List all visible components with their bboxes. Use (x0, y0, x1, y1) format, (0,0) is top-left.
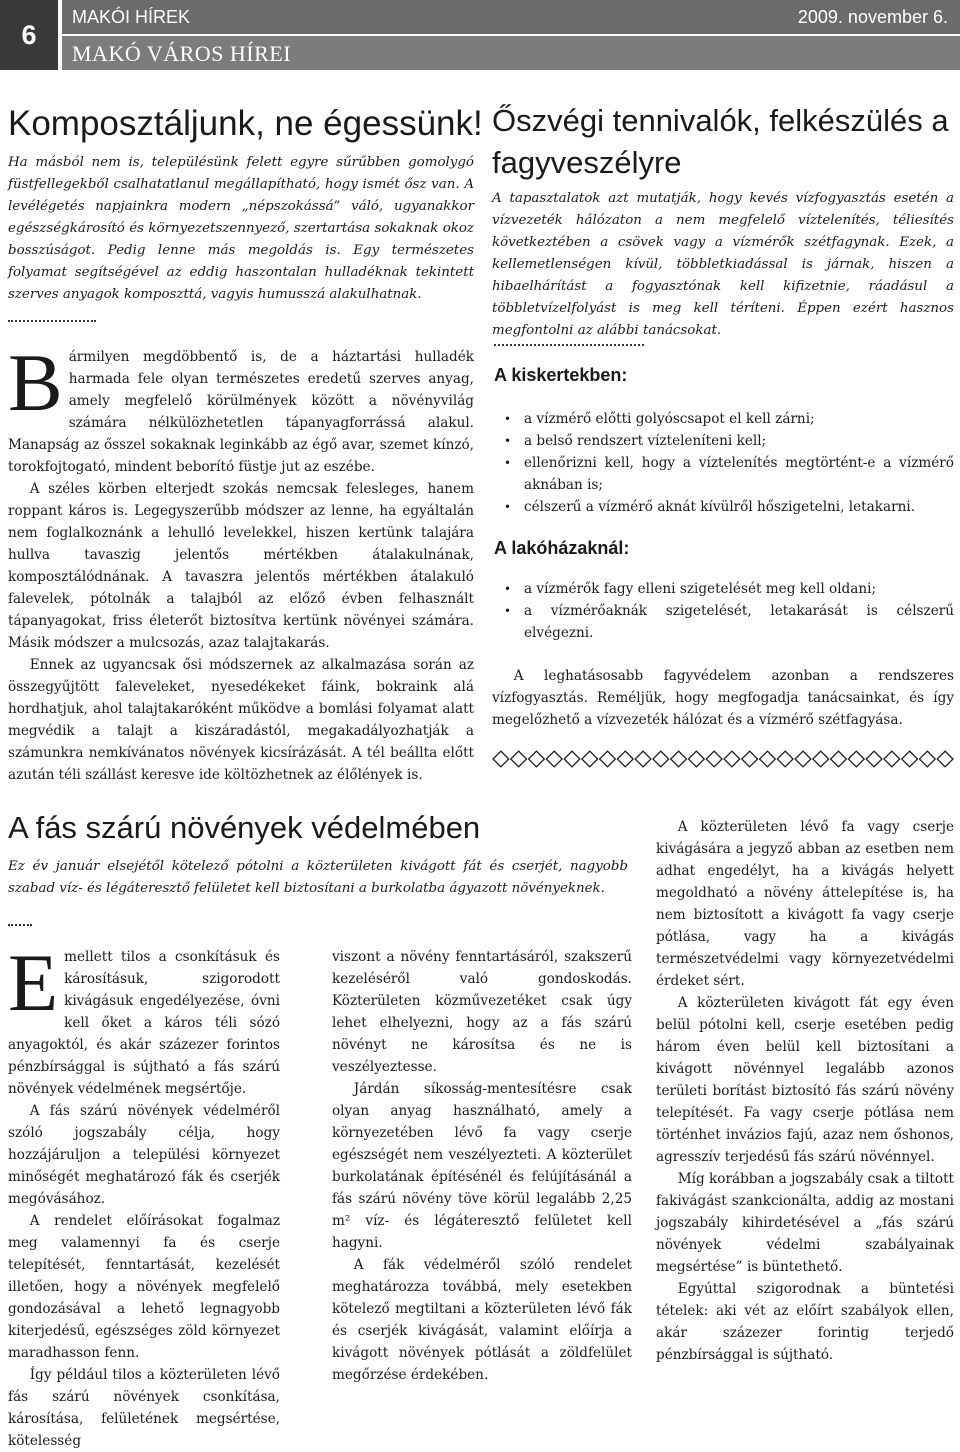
diamond-ornament (902, 751, 918, 767)
article3-paragraph: Emellett tilos a csonkításuk és károsításuk, szigorodott kivágásuk engedélyezése, óvni kell őket a káros téli sózó anyagoktól, és akár százezer forintos pénzbírsággal is sújtható a fás szárú növények védelmének megsértője. (8, 937, 280, 1097)
article2-title: Őszvégi tennivalók, felkészülés a fagyveszélyre (492, 103, 949, 180)
subheading-houses: A lakóházaknál: (494, 538, 630, 558)
article3-paragraph: A rendelet előírásokat fogalmaz meg valamennyi fa és cserje telepítését, fenntartását, kezelését illetően, hogy a növények megfelelő gondozásával a lehető legnagyobb kiterjedésű, egészséges zöld környezet maradhasson fenn. (8, 1213, 280, 1361)
diamond-ornament (564, 751, 580, 767)
diamond-ornament (760, 751, 776, 767)
article3-lead: Ez év január elsejétől kötelező pótolni a közterületen kivágott fát és cserjét, nagyobb szabad víz- és légáteresztő felületet kell biztosítani a burkolatba ágyazott növényeknek. (8, 859, 628, 896)
list-item: • célszerű a vízmérő aknát kívülről hőszigetelni, letakarni. (492, 496, 954, 518)
diamond-ornament (777, 751, 793, 767)
diamond-ornament (724, 751, 740, 767)
diamond-ornament (546, 751, 562, 767)
article1-lead: Ha másból nem is, településünk felett egyre sűrűbben gomolygó füstfellegekből csalhatatlanul megállapítható, hogy ismét ősz van. A levélégetés napjainkra modern „népszokássá” váló, ugyanakkor egészségkárosító és környezetszennyező, szertartása sokaknak okoz bosszúságot. Pedig lenne más megoldás is. Egy természetes folyamat segítségével az eddig haszontalan hulladéknak tekintett szerves anyagok komposzttá, vagyis humusszá alakulhatnak. (8, 155, 474, 302)
house-checklist (492, 578, 954, 644)
diamond-ornament (795, 751, 811, 767)
diamond-ornament (511, 751, 527, 767)
article1-dropcap: B (8, 337, 63, 428)
diamond-ornament (600, 751, 616, 767)
article3-column-1 (8, 937, 280, 1452)
article3-paragraph: A közterületen lévő fa vagy cserje kivágására a jegyző abban az esetben nem adhat engedélyt, ha a kivágás helyett megoldható a növény áttelepítése is, ha nem biztosított a kivágott fa vagy cserje pótlása, vagy ha a kivágás természetvédelmi vagy környezetvédelmi érdeket sért. (656, 819, 954, 989)
publication-name: MAKÓI HÍREK (72, 7, 191, 27)
article1-paragraph: Ennek az ugyancsak ősi módszernek az alkalmazása során az összegyűjtött faleveleket, nyesedékeket fáink, bokraink alá hordhatjuk, ahol talajtakaróként működve a bomlási folyamat alatt megvédik a talajt a kiszáradástól, megakadályozhatják a számunkra nemkívánatos növények kicsírázását. A tél beállta előtt azután téli szállást keresve ide költözhetnek az élőlények is. (8, 657, 474, 783)
list-item: • ellenőrizni kell, hogy a víztelenítés megtörtént-e a vízmérő aknában is; (492, 452, 954, 496)
list-item: • a vízmérőaknák szigetelését, letakarását is célszerű elvégezni. (492, 600, 954, 644)
article3-paragraph: viszont a növény fenntartásáról, szakszerű kezeléséről való gondoskodás. Közterületen közművezetéket csak úgy lehet elhelyezni, hogy az a fás szárú növényt ne károsítsa és ne is veszélyeztesse. (332, 949, 632, 1075)
article1-body (8, 337, 474, 786)
dotted-separator (8, 320, 96, 322)
subheading-gardens: A kiskertekben: (494, 365, 628, 385)
issue-date: 2009. november 6. (797, 7, 948, 27)
dotted-separator (494, 344, 644, 346)
diamond-ornament (688, 751, 704, 767)
diamond-ornament (937, 751, 953, 767)
article3-paragraph: Míg korábban a jogszabály csak a tiltott fakivágást szankcionálta, addig az mostani jogszabály kihirdetésével a „fás szárú növények védelmi szabályainak megsértése” is büntethető. (656, 1171, 954, 1275)
diamond-divider (492, 748, 954, 770)
diamond-ornament (848, 751, 864, 767)
diamond-ornament (635, 751, 651, 767)
diamond-ornament (582, 751, 598, 767)
article3-paragraph: Egyúttal szigorodnak a büntetési tételek: aki vét az előírt szabályok ellen, akár százezer forintig terjedő pénzbírsággal is sújtható. (656, 1281, 954, 1363)
article3-dropcap: E (8, 937, 59, 1028)
list-item: • a vízmérők fagy elleni szigetelését meg kell oldani; (492, 578, 954, 600)
garden-checklist (492, 408, 954, 518)
page-number: 6 (0, 0, 58, 70)
diamond-ornament (884, 751, 900, 767)
diamond-ornament (742, 751, 758, 767)
diamond-ornament (529, 751, 545, 767)
article3-column-2 (332, 946, 632, 1386)
diamond-ornament (617, 751, 633, 767)
article2-closing: A leghatásosabb fagyvédelem azonban a rendszeres vízfogyasztás. Reméljük, hogy megfogadja tanácsainkat, és így megelőzhető a vízvezeték hálózat és a vízmérő szétfagyása. (492, 668, 954, 728)
article1-title: Komposztáljunk, ne égessünk! (8, 104, 483, 143)
list-item: • a belső rendszert vízteleníteni kell; (492, 430, 954, 452)
diamond-ornament (919, 751, 935, 767)
article1-paragraph: Bármilyen megdöbbentő is, de a háztartási hulladék harmada fele olyan természetes eredetű szerves anyag, amely megfelelő körülmények között a növényvilág számára nélkülözhetetlen tápanyagforrássá alakul. Manapság az ősszel sokaknak leginkább az égő avar, szemet kínzó, torokfojtogató, mindent beborító füstje jut az eszébe. (8, 337, 474, 475)
diamond-ornament (831, 751, 847, 767)
article3-paragraph: Így például tilos a közterületen lévő fás szárú növények csonkítása, károsítása, felületének megsértése, kötelesség (8, 1367, 280, 1449)
article3-title: A fás szárú növények védelmében (8, 810, 481, 845)
diamond-ornament (653, 751, 669, 767)
diamond-ornament (866, 751, 882, 767)
article3-paragraph: Járdán síkosság-mentesítésre csak olyan anyag használható, amely a környezetében lévő fa vagy cserje egészségét nem veszélyezteti. A közterület burkolatának építésénél és felújításánál a fás szárú növény töve körül legalább 2,25 m² víz- és légáteresztő felületet kell hagyni. (332, 1081, 632, 1251)
list-item: • a vízmérő előtti golyóscsapot el kell zárni; (492, 408, 954, 430)
diamond-ornament (706, 751, 722, 767)
article3-paragraph: A fák védelméről szóló rendelet meghatározza továbbá, mely esetekben kötelező megtiltani a közterületen lévő fák és cserjék kivágását, valamint előírja a kivágott növények pótlását a zöldfelület megőrzése érdekében. (332, 1257, 632, 1383)
article3-paragraph: A fás szárú növények védelméről szóló jogszabály célja, hogy hozzájáruljon a települési környezet minőségét meghatározó fák és cserjék megóvásához. (8, 1103, 280, 1207)
diamond-ornament (813, 751, 829, 767)
diamond-ornament (671, 751, 687, 767)
page-header (0, 0, 960, 70)
diamond-ornament (493, 751, 509, 767)
dotted-separator (8, 924, 32, 926)
article2-lead: A tapasztalatok azt mutatják, hogy kevés vízfogyasztás esetén a vízvezeték hálózaton a nem megfelelő víztelenítés, téliesítés következtében a csövek vagy a vízmérők szétfagynak. Ezek, a kellemetlenségen kívül, többletkiadással is járnak, hiszen a hibaelhárítást a fogyasztónak kell kifizetnie, ráadásul a többletvízelfolyást is meg kell téríteni. Éppen ezért hasznos megfontolni az alábbi tanácsokat. (492, 191, 954, 338)
section-title: MAKÓ VÁROS HÍREI (72, 41, 292, 66)
article3-paragraph: A közterületen kivágott fát egy éven belül pótolni kell, cserje esetében pedig három éven belül kell biztosítani a kivágott növénnyel legalább azonos területi borítást biztosító fás szárú növény telepítését. Fa vagy cserje pótlása nem történhet invázios fajú, azaz nem őshonos, agresszív terjedésű fás szárú növénnyel. (656, 995, 954, 1165)
article3-column-3 (656, 816, 954, 1366)
article1-paragraph: A széles körben elterjedt szokás nemcsak felesleges, hanem roppant káros is. Legegyszerűbb módszer az lenne, ha egyáltalán nem foglalkoznánk a lehulló levelekkel, hiszen kertünk talajára hullva tavaszig jelentős mértékben átalakulnának, komposztálódnának. A tavaszra jelentős mértékben átalakuló falevelek, pótolnák a talajból az előző évben felhasznált tápanyagokat, friss életerőt biztosítva kertünk növényei számára. Másik módszer a mulcsozás, azaz talajtakarás. (8, 481, 474, 651)
